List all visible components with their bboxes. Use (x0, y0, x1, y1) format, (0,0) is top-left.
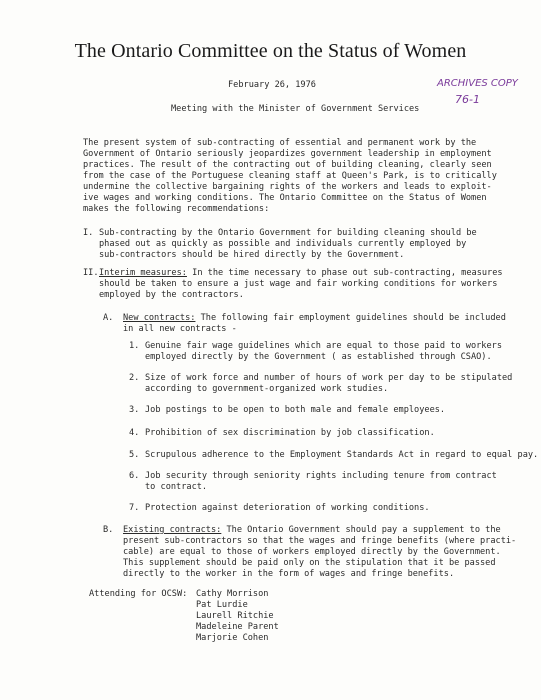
attending-label: Attending for OCSW: (89, 589, 188, 599)
rec-number: II. (83, 268, 99, 278)
attendee-name: Marjorie Cohen (196, 633, 269, 643)
section-line: directly to the worker in the form of wages and fringe benefits. (123, 569, 455, 579)
item-number: 3. (129, 405, 140, 415)
intro-line: makes the following recommendations: (83, 204, 270, 214)
rec-line: should be taken to ensure a just wage and fair working conditions for workers (99, 279, 498, 289)
intro-line: undermine the collective bargaining rights of the workers and leads to exploit- (83, 182, 492, 192)
item-line: Protection against deterioration of working conditions. (145, 503, 430, 513)
item-number: 6. (129, 471, 140, 481)
section-second-line: in all new contracts - (123, 324, 237, 334)
intro-line: Government of Ontario seriously jeopardizes government leadership in employment (83, 149, 492, 159)
rec-number: I. (83, 228, 94, 238)
section-line: cable) are equal to those of workers employed directly by the Government. (123, 547, 501, 557)
attendee-name: Cathy Morrison (196, 589, 269, 599)
item-number: 1. (129, 341, 140, 351)
item-line: Job postings to be open to both male and female employees. (145, 405, 446, 415)
section-first-rest: The Ontario Government should pay a supplement to the (221, 525, 501, 535)
section-line: present sub-contractors so that the wages and fringe benefits (where practi- (123, 536, 517, 546)
item-line: employed directly by the Government ( as established through CSAO). (145, 352, 492, 362)
archive-number-note: 76-1 (455, 93, 480, 106)
section-heading: Existing contracts: (123, 525, 222, 535)
section-letter: B. (103, 525, 114, 535)
attendee-name: Pat Lurdie (196, 600, 248, 610)
intro-line: from the case of the Portuguese cleaning staff at Queen's Park, is to critically (83, 171, 497, 181)
rec-line: employed by the contractors. (99, 290, 244, 300)
archive-copy-note: ARCHIVES COPY (437, 78, 518, 89)
item-number: 7. (129, 503, 140, 513)
item-line: according to government-organized work studies. (145, 384, 389, 394)
rec-first-line (99, 268, 503, 279)
section-letter: A. (103, 313, 114, 323)
item-line: Genuine fair wage guidelines which are equal to those paid to workers (145, 341, 502, 351)
section-first-line (123, 313, 506, 324)
rec-first-rest: In the time necessary to phase out sub-contracting, measures (186, 268, 503, 278)
item-line: Size of work force and number of hours of work per day to be stipulated (145, 373, 513, 383)
attendee-name: Laurell Ritchie (196, 611, 274, 621)
document-title: The Ontario Committee on the Status of Women (74, 40, 467, 62)
item-number: 5. (129, 450, 140, 460)
section-first-rest: The following fair employment guidelines should be included (195, 313, 506, 323)
intro-line: practices. The result of the contracting out of building cleaning, clearly seen (83, 160, 492, 170)
document-date: February 26, 1976 (228, 80, 316, 90)
section-heading: New contracts: (123, 313, 196, 323)
item-line: Prohibition of sex discrimination by job classification. (145, 428, 435, 438)
meeting-subject: Meeting with the Minister of Government Services (171, 104, 420, 114)
item-number: 2. (129, 373, 140, 383)
item-line: Scrupulous adherence to the Employment Standards Act in regard to equal pay. (145, 450, 539, 460)
item-line: Job security through seniority rights including tenure from contract (145, 471, 497, 481)
rec-heading: Interim measures: (99, 268, 187, 278)
rec-line: sub-contractors should be hired directly by the Government. (99, 250, 405, 260)
rec-line: Sub-contracting by the Ontario Government for building cleaning should be (99, 228, 477, 238)
section-first-line (123, 525, 501, 536)
intro-line: The present system of sub-contracting of essential and permanent work by the (83, 138, 477, 148)
item-number: 4. (129, 428, 140, 438)
rec-line: phased out as quickly as possible and individuals currently employed by (99, 239, 467, 249)
intro-line: ive wages and working conditions. The Ontario Committee on the Status of Women (83, 193, 487, 203)
attendee-name: Madeleine Parent (196, 622, 279, 632)
item-line: to contract. (145, 482, 208, 492)
section-line: This supplement should be paid only on the stipulation that it be passed (123, 558, 496, 568)
